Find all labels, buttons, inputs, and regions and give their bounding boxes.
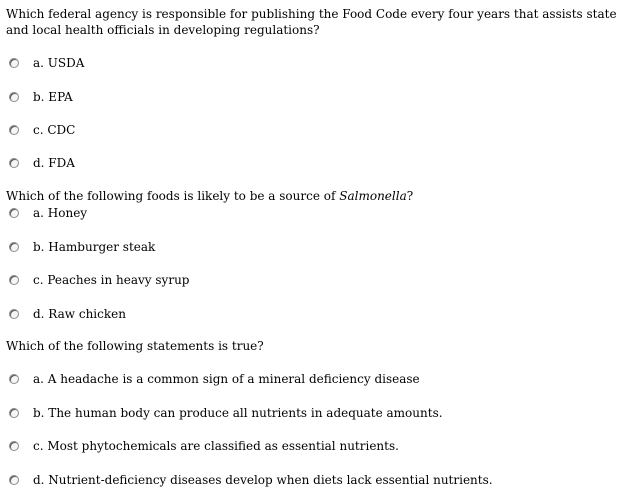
radio-button[interactable] [9, 208, 19, 218]
q1-option-a[interactable] [9, 55, 84, 71]
q3-option-c[interactable] [9, 438, 399, 454]
radio-button[interactable] [9, 475, 19, 485]
option-label: b. Hamburger steak [33, 240, 156, 254]
radio-button[interactable] [9, 125, 19, 135]
q2-option-b[interactable] [9, 239, 155, 255]
option-label: d. Nutrient-deficiency diseases develop when diets lack essential nutrients. [33, 473, 493, 487]
option-label: b. EPA [33, 90, 73, 104]
option-label: a. A headache is a common sign of a mineral deficiency disease [33, 372, 420, 386]
radio-button[interactable] [9, 374, 19, 384]
question-2-text [6, 188, 619, 204]
question-3-text [6, 338, 619, 354]
option-label: d. FDA [33, 156, 75, 170]
question-1-prompt: Which federal agency is responsible for publishing the Food Code every four years that assists state and local health officials in developing regulations? [6, 7, 617, 37]
q3-option-b[interactable] [9, 405, 443, 421]
option-label: c. CDC [33, 123, 76, 137]
option-label: c. Peaches in heavy syrup [33, 273, 190, 287]
radio-button[interactable] [9, 441, 19, 451]
option-label: a. Honey [33, 206, 88, 220]
question-2-prompt-end: ? [406, 189, 414, 203]
radio-button[interactable] [9, 408, 19, 418]
q1-option-b[interactable] [9, 89, 73, 105]
radio-button[interactable] [9, 242, 19, 252]
q3-option-a[interactable] [9, 371, 420, 387]
radio-button[interactable] [9, 92, 19, 102]
radio-button[interactable] [9, 58, 19, 68]
q1-option-c[interactable] [9, 122, 75, 138]
option-label: c. Most phytochemicals are classified as essential nutrients. [33, 439, 399, 453]
radio-button[interactable] [9, 158, 19, 168]
radio-button[interactable] [9, 309, 19, 319]
question-1-text [6, 6, 619, 38]
question-2-italic-term: Salmonella [339, 189, 407, 203]
q2-option-c[interactable] [9, 272, 190, 288]
question-2-prompt: Which of the following foods is likely to be a source of [6, 189, 340, 203]
radio-button[interactable] [9, 275, 19, 285]
q2-option-a[interactable] [9, 205, 87, 221]
option-label: a. USDA [33, 56, 85, 70]
q3-option-d[interactable] [9, 472, 493, 488]
q2-option-d[interactable] [9, 306, 126, 322]
option-label: d. Raw chicken [33, 307, 126, 321]
option-label: b. The human body can produce all nutrients in adequate amounts. [33, 406, 443, 420]
q1-option-d[interactable] [9, 155, 75, 171]
question-3-prompt: Which of the following statements is true? [6, 339, 264, 353]
